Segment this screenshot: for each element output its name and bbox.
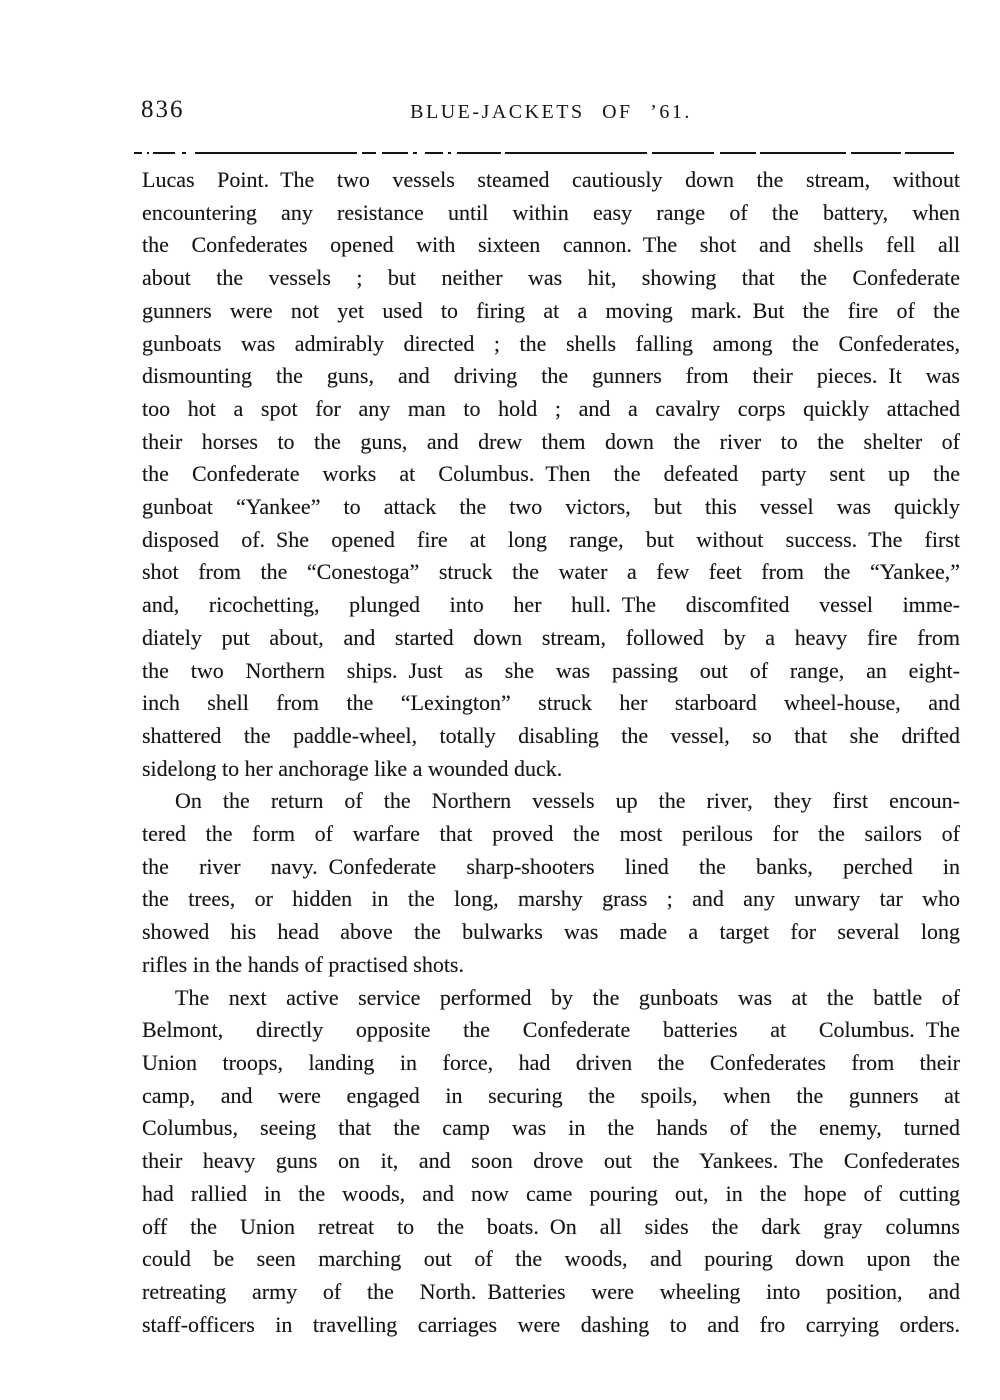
text-line: sidelong to her anchorage like a wounded duck. [142,755,563,781]
text-line: shot from the “Conestoga” struck the water a few feet from the “Yankee,” [142,559,960,585]
text-line: staff-officers in travelling carriages were dashing to and fro carrying orders. [142,1311,960,1337]
rule-segment [147,152,149,154]
text-line: tered the form of warfare that proved the most perilous for the sailors of [142,821,960,847]
text-line: disposed of. She opened fire at long range, but without success. The first [142,526,960,552]
rule-segment [505,152,647,154]
text-line: encountering any resistance until within easy range of the battery, when [142,199,960,225]
rule-segment [905,152,954,154]
rule-segment [413,152,417,154]
text-line: dismounting the guns, and driving the gunners from their pieces. It was [142,363,960,389]
text-line: Columbus, seeing that the camp was in the hands of the enemy, turned [142,1115,960,1141]
rule-segment [425,152,443,154]
text-line: The next active service performed by the gunboats was at the battle of [175,984,960,1010]
rule-segment [652,152,714,154]
paragraph [142,785,960,981]
text-line: off the Union retreat to the boats. On all sides the dark gray columns [142,1213,960,1239]
text-line: the trees, or hidden in the long, marshy grass ; and any unwary tar who [142,886,960,912]
paragraph [142,982,960,1342]
text-line: gunboats was admirably directed ; the shells falling among the Confederates, [142,330,960,356]
page-number: 836 [141,96,185,123]
text-line: shattered the paddle-wheel, totally disabling the vessel, so that she drifted [142,722,960,748]
text-line: the two Northern ships. Just as she was passing out of range, an eight- [142,657,960,683]
rule-segment [134,152,142,154]
text-line: inch shell from the “Lexington” struck her starboard wheel-house, and [142,690,960,716]
text-line: Union troops, landing in force, had driven the Confederates from their [142,1049,960,1075]
text-line: gunners were not yet used to firing at a moving mark. But the fire of the [142,297,960,323]
paragraph [142,164,960,785]
text-line: Belmont, directly opposite the Confederate batteries at Columbus. The [142,1017,960,1043]
text-line: too hot a spot for any man to hold ; and a cavalry corps quickly attached [142,395,960,421]
text-line: could be seen marching out of the woods, and pouring down upon the [142,1246,960,1272]
text-line: the river navy. Confederate sharp-shooters lined the banks, perched in [142,853,960,879]
rule-segment [382,152,408,154]
text-line: the Confederate works at Columbus. Then the defeated party sent up the [142,461,960,487]
text-line: retreating army of the North. Batteries were wheeling into position, and [142,1278,960,1304]
running-header: BLUE-JACKETS OF ’61. [410,101,692,123]
rule-segment [720,152,756,154]
text-line: showed his head above the bulwarks was made a target for several long [142,919,960,945]
text-line: diately put about, and started down stream, followed by a heavy fire from [142,624,960,650]
text-line: Lucas Point. The two vessels steamed cautiously down the stream, without [142,167,960,192]
rule-segment [153,152,175,154]
text-line: about the vessels ; but neither was hit, showing that the Confederate [142,265,960,291]
rule-segment [195,152,357,154]
text-line: gunboat “Yankee” to attack the two victors, but this vessel was quickly [142,494,960,520]
rule-segment [182,152,186,154]
body-text [142,164,960,1341]
text-line: had rallied in the woods, and now came pouring out, in the hope of cutting [142,1180,960,1206]
header-rule [134,151,954,155]
rule-segment [448,152,451,154]
rule-segment [760,152,846,154]
text-line: their horses to the guns, and drew them down the river to the shelter of [142,428,960,454]
text-line: the Confederates opened with sixteen cannon. The shot and shells fell all [142,232,960,258]
text-line: and, ricochetting, plunged into her hull. The discomfited vessel imme- [142,592,960,618]
text-line: On the return of the Northern vessels up the river, they first encoun- [175,788,960,814]
rule-segment [457,152,501,154]
text-line: rifles in the hands of practised shots. [142,951,464,977]
text-line: camp, and were engaged in securing the spoils, when the gunners at [142,1082,960,1108]
rule-segment [851,152,901,154]
rule-segment [362,152,376,154]
text-line: their heavy guns on it, and soon drove out the Yankees. The Confederates [142,1148,960,1174]
